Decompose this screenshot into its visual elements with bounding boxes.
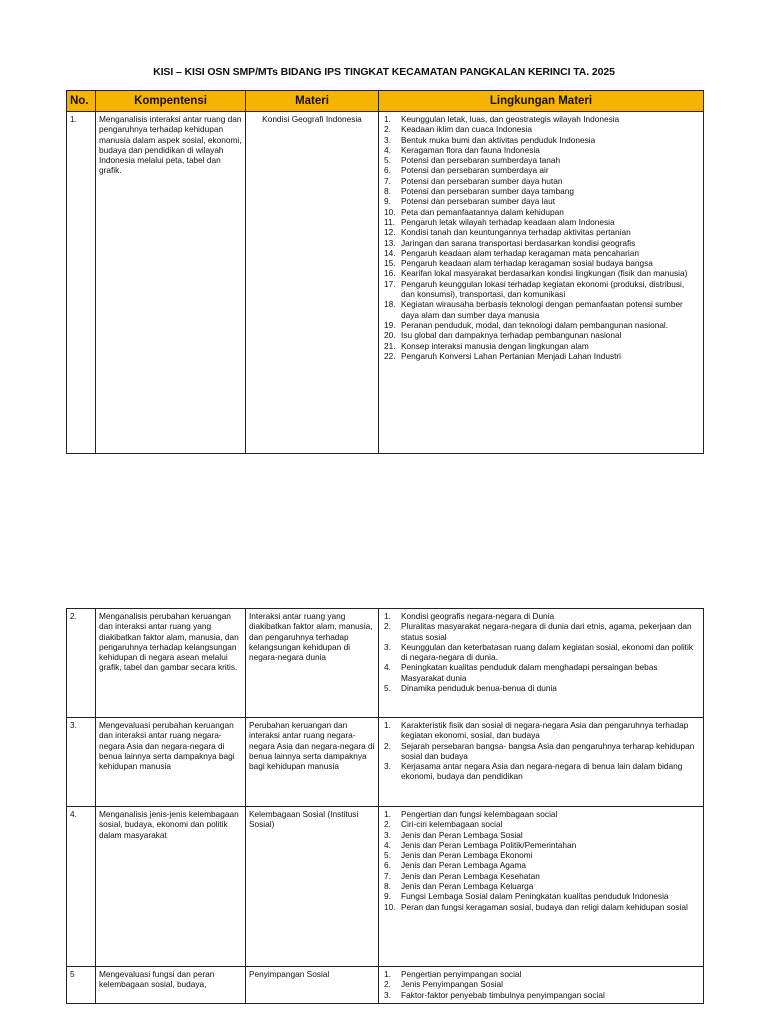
- list-item-text: Konsep interaksi manusia dengan lingkungan alam: [401, 340, 589, 351]
- list-item-text: Sejarah persebaran bangsa- bangsa Asia dan pengaruhnya terharap kehidupan sosial dan budaya: [401, 740, 695, 761]
- list-item-text: Jenis Penyimpangan Sosial: [401, 979, 503, 990]
- list-item: [382, 969, 700, 979]
- list-item-number: 10.: [384, 206, 396, 217]
- list-item-number: 14.: [384, 247, 396, 258]
- list-item: [382, 850, 700, 860]
- table-row: [67, 807, 704, 967]
- list-item-text: Keadaan iklim dan cuaca Indonesia: [401, 124, 532, 135]
- list-item-text: Jenis dan Peran Lembaga Agama: [401, 860, 527, 871]
- list-item: [382, 114, 700, 124]
- lingkungan-materi-list: [382, 611, 700, 693]
- lingkungan-materi-list: [382, 114, 700, 361]
- table-row: [67, 112, 704, 454]
- list-item-number: 6.: [384, 165, 391, 176]
- list-item: [382, 330, 700, 340]
- list-item: [382, 819, 700, 829]
- list-item-text: Keunggulan dan keterbatasan ruang dalam kegiatan sosial, ekonomi dan politik di negara-negara di dunia.: [401, 641, 693, 663]
- list-item: [382, 155, 700, 165]
- list-item: [382, 830, 700, 840]
- list-item-text: Keragaman flora dan fauna Indonesia: [401, 144, 540, 155]
- list-item: [382, 186, 700, 196]
- lingkungan-materi-cell: [379, 807, 704, 967]
- list-item: [382, 881, 700, 891]
- list-item: [382, 720, 700, 741]
- header-lingkungan-materi: Lingkungan Materi: [379, 91, 704, 112]
- lingkungan-materi-list: [382, 969, 700, 1000]
- list-item-text: Keunggulan letak, luas, dan geostrategis wilayah Indonesia: [401, 114, 620, 124]
- list-item-number: 2.: [384, 621, 391, 632]
- list-item: [382, 990, 700, 1000]
- kompetensi-cell: Mengevaluasi fungsi dan peran kelembagaan sosial, budaya,: [96, 967, 246, 1004]
- table-row: [67, 609, 704, 718]
- list-item-text: Jenis dan Peran Lembaga Kesehatan: [401, 870, 540, 881]
- list-item-text: Potensi dan persebaran sumberdaya tanah: [401, 155, 561, 166]
- list-item: [382, 902, 700, 912]
- list-item-number: 12.: [384, 227, 396, 238]
- kompetensi-cell: Mengevaluasi perubahan keruangan dan interaksi antar ruang negara-negara Asia dan negara-negara di benua lainnya serta dampaknya bagi kehidupan manusia: [96, 718, 246, 807]
- list-item-text: Pengaruh keunggulan lokasi terhadap kegiatan ekonomi (produksi, distribusi, dan konsumsi), transportasi, dan komunikasi: [401, 278, 685, 300]
- lingkungan-materi-list: [382, 720, 700, 782]
- list-item-number: 3.: [384, 134, 391, 145]
- list-item-number: 11.: [384, 216, 395, 227]
- list-item: [382, 268, 700, 278]
- list-item-text: Fungsi Lembaga Sosial dalam Peningkatan kualitas penduduk Indonesia: [401, 891, 669, 902]
- header-no: No.: [67, 91, 96, 112]
- list-item-text: Pluralitas masyarakat negara-negara di dunia dari etnis, agama, pekerjaan dan status sosial: [401, 621, 692, 642]
- list-item-text: Pengaruh keadaan alam terhadap keragaman mata pencaharian: [401, 247, 640, 258]
- list-item-text: Kearifan lokal masyarakat berdasarkan kondisi lingkungan (fisik dan manusia): [401, 268, 688, 279]
- list-item: [382, 642, 700, 663]
- list-item-text: Jaringan dan sarana transportasi berdasarkan kondisi geografis: [401, 237, 636, 248]
- list-item-text: Potensi dan persebaran sumber daya hutan: [401, 175, 563, 186]
- kompetensi-cell: Menganalisis jenis-jenis kelembagaan sosial, budaya, ekonomi dan politik dalam masyarakat: [96, 807, 246, 967]
- lingkungan-materi-cell: [379, 609, 704, 718]
- list-item-number: 18.: [384, 299, 396, 310]
- list-item-number: 2.: [384, 124, 391, 135]
- list-item-number: 3.: [384, 989, 391, 1000]
- list-item-number: 1.: [384, 969, 391, 979]
- list-item-number: 7.: [384, 870, 391, 881]
- table-header-row: [67, 91, 704, 112]
- list-item: [382, 145, 700, 155]
- list-item-number: 13.: [384, 237, 396, 248]
- materi-cell: Perubahan keruangan dan interaksi antar ruang negara-negara Asia dan negara-negara di benua lainnya serta dampaknya bagi kehidupan manusia: [246, 718, 379, 807]
- list-item-number: 20.: [384, 330, 396, 341]
- list-item-number: 21.: [384, 340, 396, 351]
- list-item-text: Kondisi geografis negara-negara di Dunia: [401, 611, 555, 621]
- table-row: [67, 967, 704, 1004]
- list-item-number: 6.: [384, 860, 391, 871]
- list-item-number: 3.: [384, 829, 391, 840]
- list-item-text: Peranan penduduk, modal, dan teknologi dalam pembangunan nasional.: [401, 319, 669, 330]
- list-item-number: 9.: [384, 196, 391, 207]
- list-item-number: 2.: [384, 740, 391, 751]
- list-item: [382, 124, 700, 134]
- list-item: [382, 860, 700, 870]
- kompetensi-cell: Menganalisis interaksi antar ruang dan pengaruhnya terhadap kehidupan manusia dalam aspek sosial, ekonomi, budaya dan pendidikan di wilayah Indonesia melalui peta, tabel dan grafik.: [96, 112, 246, 454]
- list-item-text: Dinamika penduduk benua-benua di dunia: [401, 683, 557, 694]
- list-item: [382, 341, 700, 351]
- list-item: [382, 809, 700, 819]
- list-item-number: 1.: [384, 720, 391, 730]
- list-item: [382, 248, 700, 258]
- list-item-text: Kondisi tanah dan keuntungannya terhadap aktivitas pertanian: [401, 227, 631, 238]
- lingkungan-materi-cell: [379, 967, 704, 1004]
- list-item-number: 9.: [384, 891, 391, 902]
- list-item: [382, 227, 700, 237]
- kompetensi-cell: Menganalisis perubahan keruangan dan interaksi antar ruang yang diakibatkan faktor alam, manusia, dan pengaruhnya terhadap kelangsungan kehidupan di negara asean melalui grafik, tabel dan gambar secara kritis.: [96, 609, 246, 718]
- document-title: KISI – KISI OSN SMP/MTs BIDANG IPS TINGKAT KECAMATAN PANGKALAN KERINCI TA. 2025: [153, 66, 615, 78]
- list-item-text: Kegiatan wirausaha berbasis teknologi dengan pemanfaatan potensi sumber daya alam dan sumber daya manusia: [401, 299, 683, 320]
- materi-cell: Kelembagaan Sosial (Institusi Sosial): [246, 807, 379, 967]
- list-item: [382, 683, 700, 693]
- list-item: [382, 891, 700, 901]
- list-item-number: 15.: [384, 258, 396, 269]
- list-item-number: 8.: [384, 186, 391, 197]
- list-item: [382, 979, 700, 989]
- list-item-text: Jenis dan Peran Lembaga Keluarga: [401, 881, 534, 892]
- list-item-number: 7.: [384, 175, 391, 186]
- header-materi: Materi: [246, 91, 379, 112]
- row-number: 1.: [67, 112, 96, 454]
- list-item: [382, 621, 700, 642]
- list-item-number: 1.: [384, 809, 391, 819]
- row-number: 3.: [67, 718, 96, 807]
- list-item-text: Bentuk muka bumi dan aktivitas penduduk Indonesia: [401, 134, 596, 145]
- list-item-number: 16.: [384, 268, 396, 279]
- kisi-table-bottom: [66, 608, 704, 1004]
- list-item-text: Pengertian penyimpangan social: [401, 969, 522, 979]
- list-item-number: 4.: [384, 144, 391, 155]
- list-item: [382, 320, 700, 330]
- list-item-number: 1.: [384, 114, 391, 124]
- list-item-number: 3.: [384, 641, 391, 652]
- list-item-text: Jenis dan Peran Lembaga Politik/Pemerintahan: [401, 839, 577, 850]
- list-item-text: Isu global dan dampaknya terhadap pembangunan nasional: [401, 330, 622, 341]
- list-item-number: 2.: [384, 819, 391, 830]
- list-item: [382, 258, 700, 268]
- list-item-text: Pengaruh letak wilayah terhadap keadaan alam Indonesia: [401, 216, 615, 227]
- list-item: [382, 871, 700, 881]
- row-number: 2.: [67, 609, 96, 718]
- kisi-table-top: [66, 90, 704, 454]
- list-item: [382, 196, 700, 206]
- list-item: [382, 207, 700, 217]
- list-item: [382, 299, 700, 320]
- lingkungan-materi-cell: [379, 112, 704, 454]
- list-item-text: Potensi dan persebaran sumber daya laut: [401, 196, 556, 207]
- list-item-text: Pengertian dan fungsi kelembagaan social: [401, 809, 558, 819]
- list-item-number: 19.: [384, 319, 396, 330]
- list-item-text: Kerjasama antar negara Asia dan negara-negara di benua lain dalam bidang ekonomi, budaya dan pendidikan: [401, 761, 683, 782]
- header-kompetensi: Kompentensi: [96, 91, 246, 112]
- list-item: [382, 238, 700, 248]
- list-item-number: 3.: [384, 761, 391, 772]
- list-item-text: Jenis dan Peran Lembaga Ekonomi: [401, 850, 533, 861]
- list-item-number: 22.: [384, 350, 396, 361]
- list-item-text: Potensi dan persebaran sumber daya tambang: [401, 186, 574, 197]
- list-item-text: Karakteristik fisik dan sosial di negara-negara Asia dan pengaruhnya terhadap kegiatan ekonomi, sosial, dan budaya: [401, 720, 689, 741]
- list-item-number: 5.: [384, 155, 391, 166]
- list-item-number: 1.: [384, 611, 391, 621]
- list-item-number: 10.: [384, 901, 396, 912]
- list-item: [382, 761, 700, 782]
- list-item-text: Pengaruh Konversi Lahan Pertanian Menjadi Lahan Industri: [401, 350, 622, 361]
- materi-cell: Penyimpangan Sosial: [246, 967, 379, 1004]
- materi-cell: Kondisi Geografi Indonesia: [246, 112, 379, 454]
- list-item: [382, 741, 700, 762]
- list-item-text: Potensi dan persebaran sumberdaya air: [401, 165, 549, 176]
- list-item-number: 4.: [384, 839, 391, 850]
- table-row: [67, 718, 704, 807]
- list-item-text: Jenis dan Peran Lembaga Sosial: [401, 829, 523, 840]
- list-item: [382, 135, 700, 145]
- list-item: [382, 217, 700, 227]
- list-item-text: Ciri-ciri kelembagaan social: [401, 819, 503, 830]
- row-number: 4.: [67, 807, 96, 967]
- list-item-number: 4.: [384, 662, 391, 673]
- list-item: [382, 662, 700, 683]
- list-item-number: 2.: [384, 979, 391, 990]
- materi-cell: Interaksi antar ruang yang diakibatkan faktor alam, manusia, dan pengaruhnya terhadap kelangsungan kehidupan di negara-negara dunia: [246, 609, 379, 718]
- list-item: [382, 840, 700, 850]
- list-item: [382, 176, 700, 186]
- list-item-text: Faktor-faktor penyebab timbulnya penyimpangan social: [401, 989, 605, 1000]
- list-item-number: 17.: [384, 278, 396, 289]
- list-item-number: 5.: [384, 683, 391, 694]
- list-item: [382, 279, 700, 300]
- list-item: [382, 351, 700, 361]
- list-item: [382, 611, 700, 621]
- list-item-text: Peningkatan kualitas penduduk dalam menghadapi persaingan bebas Masyarakat dunia: [401, 662, 658, 683]
- list-item-text: Pengaruh keadaan alam terhadap keragaman sosial budaya bangsa: [401, 258, 653, 269]
- list-item-text: Peta dan pemanfaatannya dalam kehidupan: [401, 206, 564, 217]
- row-number: 5: [67, 967, 96, 1004]
- list-item-number: 5.: [384, 850, 391, 861]
- lingkungan-materi-cell: [379, 718, 704, 807]
- list-item: [382, 165, 700, 175]
- list-item-number: 8.: [384, 881, 391, 892]
- list-item-text: Peran dan fungsi keragaman sosial, budaya dan religi dalam kehidupan sosial: [401, 901, 688, 912]
- lingkungan-materi-list: [382, 809, 700, 912]
